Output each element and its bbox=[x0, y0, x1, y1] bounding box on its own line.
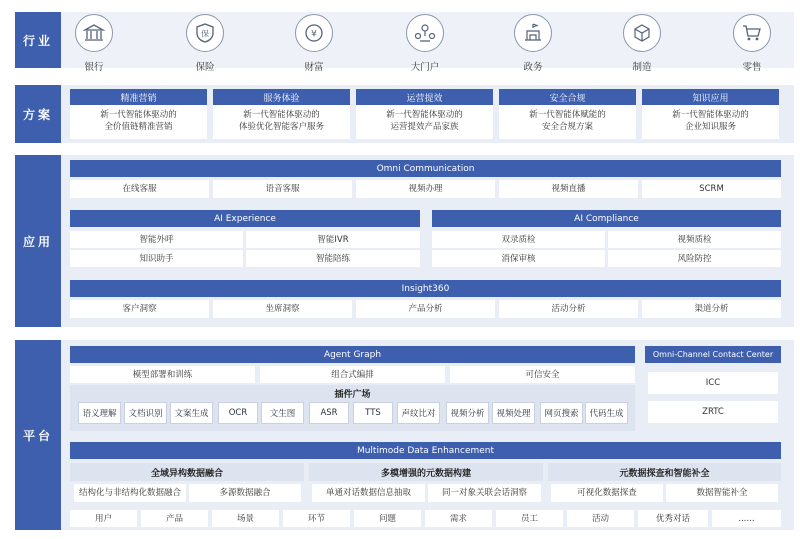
manufacturing-cube-icon bbox=[623, 14, 661, 52]
multimode-group-item[interactable]: 单通对话数据信息抽取 bbox=[312, 484, 425, 502]
solution-title: 安全合规 bbox=[499, 89, 636, 105]
multimode-group-item[interactable]: 可视化数据探查 bbox=[551, 484, 663, 502]
agent-graph-item[interactable]: 模型部署和训练 bbox=[70, 366, 255, 383]
industry-label: 零售 bbox=[742, 62, 762, 73]
solution-desc-line: 运营提效产品家族 bbox=[390, 122, 459, 132]
plugin-item[interactable]: ASR bbox=[309, 402, 349, 424]
industry-portal[interactable] bbox=[395, 14, 455, 73]
insurance-glyph: 保 bbox=[201, 29, 209, 39]
industry-retail[interactable] bbox=[722, 14, 782, 73]
ai-experience-header: AI Experience bbox=[70, 210, 420, 227]
solution-desc-line: 新一代智能体驱动的 bbox=[100, 110, 177, 120]
plugin-item[interactable]: 文生图 bbox=[261, 402, 304, 424]
solution-desc-line: 全价值链精准营销 bbox=[104, 122, 173, 132]
industry-label: 银行 bbox=[84, 62, 104, 73]
solution-card-service[interactable] bbox=[213, 89, 350, 139]
data-tag[interactable]: 环节 bbox=[283, 510, 350, 527]
plugin-item[interactable]: TTS bbox=[353, 402, 393, 424]
insight360-item[interactable]: 渠道分析 bbox=[642, 300, 781, 318]
data-tag[interactable]: 员工 bbox=[496, 510, 563, 527]
industry-wealth[interactable] bbox=[284, 14, 344, 73]
industry-label: 财富 bbox=[304, 62, 324, 73]
plugin-item[interactable]: 视频处理 bbox=[492, 402, 535, 424]
solution-desc-line: 新一代智能体赋能的 bbox=[529, 110, 606, 120]
multimode-group-title: 元数据探查和智能补全 bbox=[548, 463, 781, 481]
insurance-shield-icon bbox=[186, 14, 224, 52]
multimode-group-item[interactable]: 同一对象关联会话洞察 bbox=[428, 484, 541, 502]
industry-label: 保险 bbox=[195, 62, 215, 73]
portal-people-icon bbox=[406, 14, 444, 52]
plugin-item[interactable]: 文档识别 bbox=[124, 402, 167, 424]
solution-card-knowledge[interactable] bbox=[642, 89, 779, 139]
solution-card-operations[interactable] bbox=[356, 89, 493, 139]
ai-compliance-item[interactable]: 视频质检 bbox=[608, 231, 781, 248]
data-tag[interactable]: 活动 bbox=[567, 510, 634, 527]
retail-cart-icon bbox=[733, 14, 771, 52]
ai-experience-item[interactable]: 智能IVR bbox=[246, 231, 420, 248]
ai-experience-item[interactable]: 知识助手 bbox=[70, 250, 243, 267]
omni-comm-item[interactable]: 视频直播 bbox=[499, 180, 638, 198]
multimode-group-item[interactable]: 多源数据融合 bbox=[189, 484, 301, 502]
multimode-group-item[interactable]: 数据智能补全 bbox=[666, 484, 778, 502]
contact-center-item-icc[interactable]: ICC bbox=[648, 372, 778, 394]
industry-label: 大门户 bbox=[410, 62, 440, 73]
industry-label: 政务 bbox=[523, 62, 543, 73]
omni-comm-item[interactable]: SCRM bbox=[642, 180, 781, 198]
solution-title: 服务体验 bbox=[213, 89, 350, 105]
plugin-square-title: 插件广场 bbox=[334, 390, 371, 400]
solution-card-marketing[interactable] bbox=[70, 89, 207, 139]
omni-comm-item[interactable]: 在线客服 bbox=[70, 180, 209, 198]
plugin-item[interactable]: 代码生成 bbox=[585, 402, 628, 424]
solution-desc-line: 体验优化智能客户服务 bbox=[238, 122, 324, 132]
data-tag[interactable]: 场景 bbox=[212, 510, 279, 527]
multimode-group-title: 多模增强的元数据构建 bbox=[309, 463, 543, 481]
ai-experience-item[interactable]: 智能外呼 bbox=[70, 231, 243, 248]
ai-compliance-item[interactable]: 消保审核 bbox=[432, 250, 605, 267]
industry-insurance[interactable] bbox=[175, 14, 235, 73]
contact-center-item-zrtc[interactable]: ZRTC bbox=[648, 401, 778, 423]
industry-label: 制造 bbox=[632, 62, 652, 73]
data-tag[interactable]: 需求 bbox=[425, 510, 492, 527]
solution-desc-line: 企业知识服务 bbox=[684, 122, 736, 132]
multimode-header: Multimode Data Enhancement bbox=[70, 442, 781, 459]
bank-icon bbox=[75, 14, 113, 52]
ai-compliance-header: AI Compliance bbox=[432, 210, 781, 227]
omni-comm-item[interactable]: 语音客服 bbox=[213, 180, 352, 198]
data-tag[interactable]: 产品 bbox=[141, 510, 208, 527]
solution-title: 知识应用 bbox=[642, 89, 779, 105]
section-label-solution: 方案 bbox=[15, 85, 61, 143]
solution-desc-line: 新一代智能体驱动的 bbox=[672, 110, 749, 120]
plugin-item[interactable]: 文案生成 bbox=[170, 402, 213, 424]
plugin-item[interactable]: 视频分析 bbox=[446, 402, 489, 424]
agent-graph-header: Agent Graph bbox=[70, 346, 635, 363]
solution-desc-line: 新一代智能体驱动的 bbox=[243, 110, 320, 120]
plugin-item[interactable]: 声纹比对 bbox=[397, 402, 440, 424]
section-label-application: 应用 bbox=[15, 155, 61, 327]
data-tag[interactable]: 问题 bbox=[354, 510, 421, 527]
section-label-platform: 平台 bbox=[15, 340, 61, 530]
ai-compliance-item[interactable]: 双录质检 bbox=[432, 231, 605, 248]
industry-bank[interactable] bbox=[64, 14, 124, 73]
industry-manufacturing[interactable] bbox=[612, 14, 672, 73]
multimode-group-item[interactable]: 结构化与非结构化数据融合 bbox=[74, 484, 186, 502]
data-tag[interactable]: 优秀对话 bbox=[638, 510, 708, 527]
wealth-coin-icon bbox=[295, 14, 333, 52]
solution-desc-line: 安全合规方案 bbox=[541, 122, 593, 132]
agent-graph-item[interactable]: 可信安全 bbox=[450, 366, 635, 383]
plugin-item[interactable]: 网页搜索 bbox=[540, 402, 583, 424]
plugin-item[interactable]: OCR bbox=[218, 402, 258, 424]
insight360-item[interactable]: 坐席洞察 bbox=[213, 300, 352, 318]
insight360-item[interactable]: 产品分析 bbox=[356, 300, 495, 318]
plugin-item[interactable]: 语义理解 bbox=[78, 402, 121, 424]
agent-graph-item[interactable]: 组合式编排 bbox=[260, 366, 445, 383]
industry-government[interactable] bbox=[503, 14, 563, 73]
ai-experience-item[interactable]: 智能陪练 bbox=[246, 250, 420, 267]
solution-title: 运营提效 bbox=[356, 89, 493, 105]
solution-card-compliance[interactable] bbox=[499, 89, 636, 139]
multimode-group-title: 全域异构数据融合 bbox=[70, 463, 304, 481]
insight360-item[interactable]: 客户洞察 bbox=[70, 300, 209, 318]
insight360-item[interactable]: 活动分析 bbox=[499, 300, 638, 318]
solution-title: 精准营销 bbox=[70, 89, 207, 105]
solution-desc-line: 新一代智能体驱动的 bbox=[386, 110, 463, 120]
government-building-icon bbox=[514, 14, 552, 52]
data-tag[interactable]: 用户 bbox=[70, 510, 137, 527]
data-tag[interactable]: ...... bbox=[712, 510, 781, 527]
ai-compliance-item[interactable]: 风险防控 bbox=[608, 250, 781, 267]
contact-center-header: Omni-Channel Contact Center bbox=[645, 346, 781, 363]
omni-comm-item[interactable]: 视频办理 bbox=[356, 180, 495, 198]
wealth-glyph: ¥ bbox=[311, 29, 317, 40]
omni-communication-header: Omni Communication bbox=[70, 160, 781, 177]
insight360-header: Insight360 bbox=[70, 280, 781, 297]
section-label-industry: 行业 bbox=[15, 12, 61, 68]
